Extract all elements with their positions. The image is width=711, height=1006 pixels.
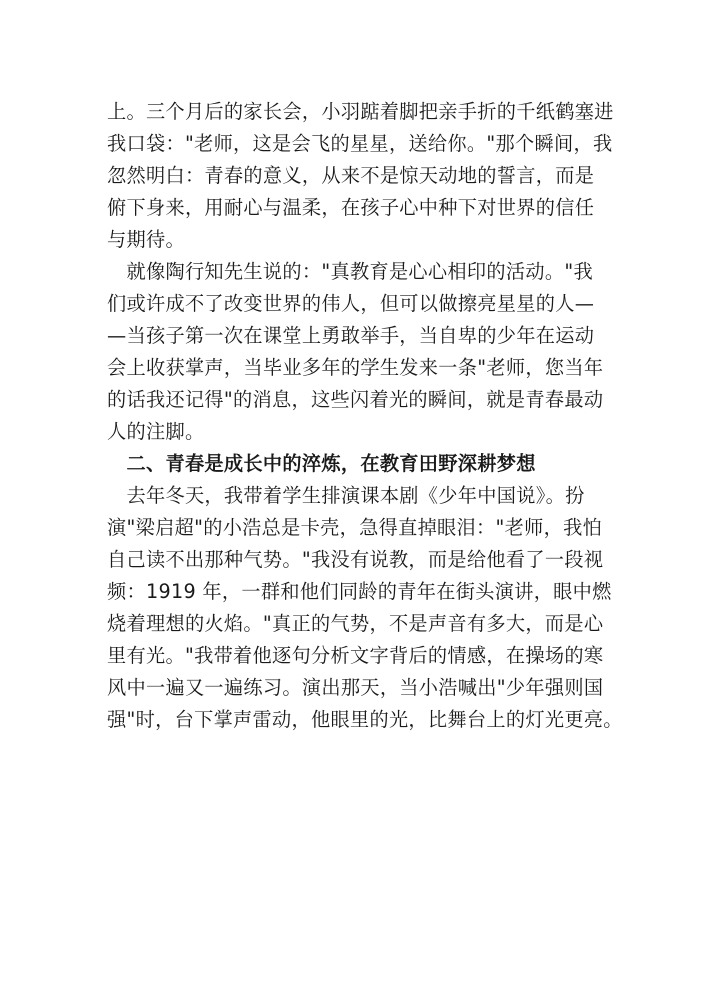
text-line: 强"时，台下掌声雷动，他眼里的光，比舞台上的灯光更亮。 [107,708,623,731]
text-line: 去年冬天，我带着学生排演课本剧《少年中国说》。扮 [107,484,585,507]
body-text [107,96,623,736]
text-line: 频：1919 年，一群和他们同龄的青年在街头演讲，眼中燃 [107,580,612,603]
text-line: 就像陶行知先生说的："真教育是心心相印的活动。"我 [107,260,593,283]
text-line: 与期待。 [107,228,185,251]
text-line: 们或许成不了改变世界的伟人，但可以做擦亮星星的人— [107,292,595,315]
text-line: 里有光。"我带着他逐句分析文字背后的情感，在操场的寒 [107,644,604,667]
text-line: 的话我还记得"的消息，这些闪着光的瞬间，就是青春最动 [107,388,604,411]
text-line: 人的注脚。 [107,420,205,443]
text-line: 风中一遍又一遍练习。演出那天，当小浩喊出"少年强则国 [107,676,604,699]
text-line: —当孩子第一次在课堂上勇敢举手，当自卑的少年在运动 [107,324,595,347]
text-line: 会上收获掌声，当毕业多年的学生发来一条"老师，您当年 [107,356,604,379]
text-line: 我口袋："老师，这是会飞的星星，送给你。"那个瞬间，我 [107,132,613,155]
text-line: 演"梁启超"的小浩总是卡壳，急得直掉眼泪："老师，我怕 [107,516,603,539]
section-heading: 二、青春是成长中的淬炼，在教育田野深耕梦想 [107,452,536,475]
text-line: 烧着理想的火焰。"真正的气势，不是声音有多大，而是心 [107,612,604,635]
text-line: 自己读不出那种气势。"我没有说教，而是给他看了一段视 [107,548,604,571]
text-line: 忽然明白：青春的意义，从来不是惊天动地的誓言，而是 [107,164,595,187]
text-line: 上。三个月后的家长会，小羽踮着脚把亲手折的千纸鹤塞进 [107,100,614,123]
text-line: 俯下身来，用耐心与温柔，在孩子心中种下对世界的信任 [107,196,595,219]
